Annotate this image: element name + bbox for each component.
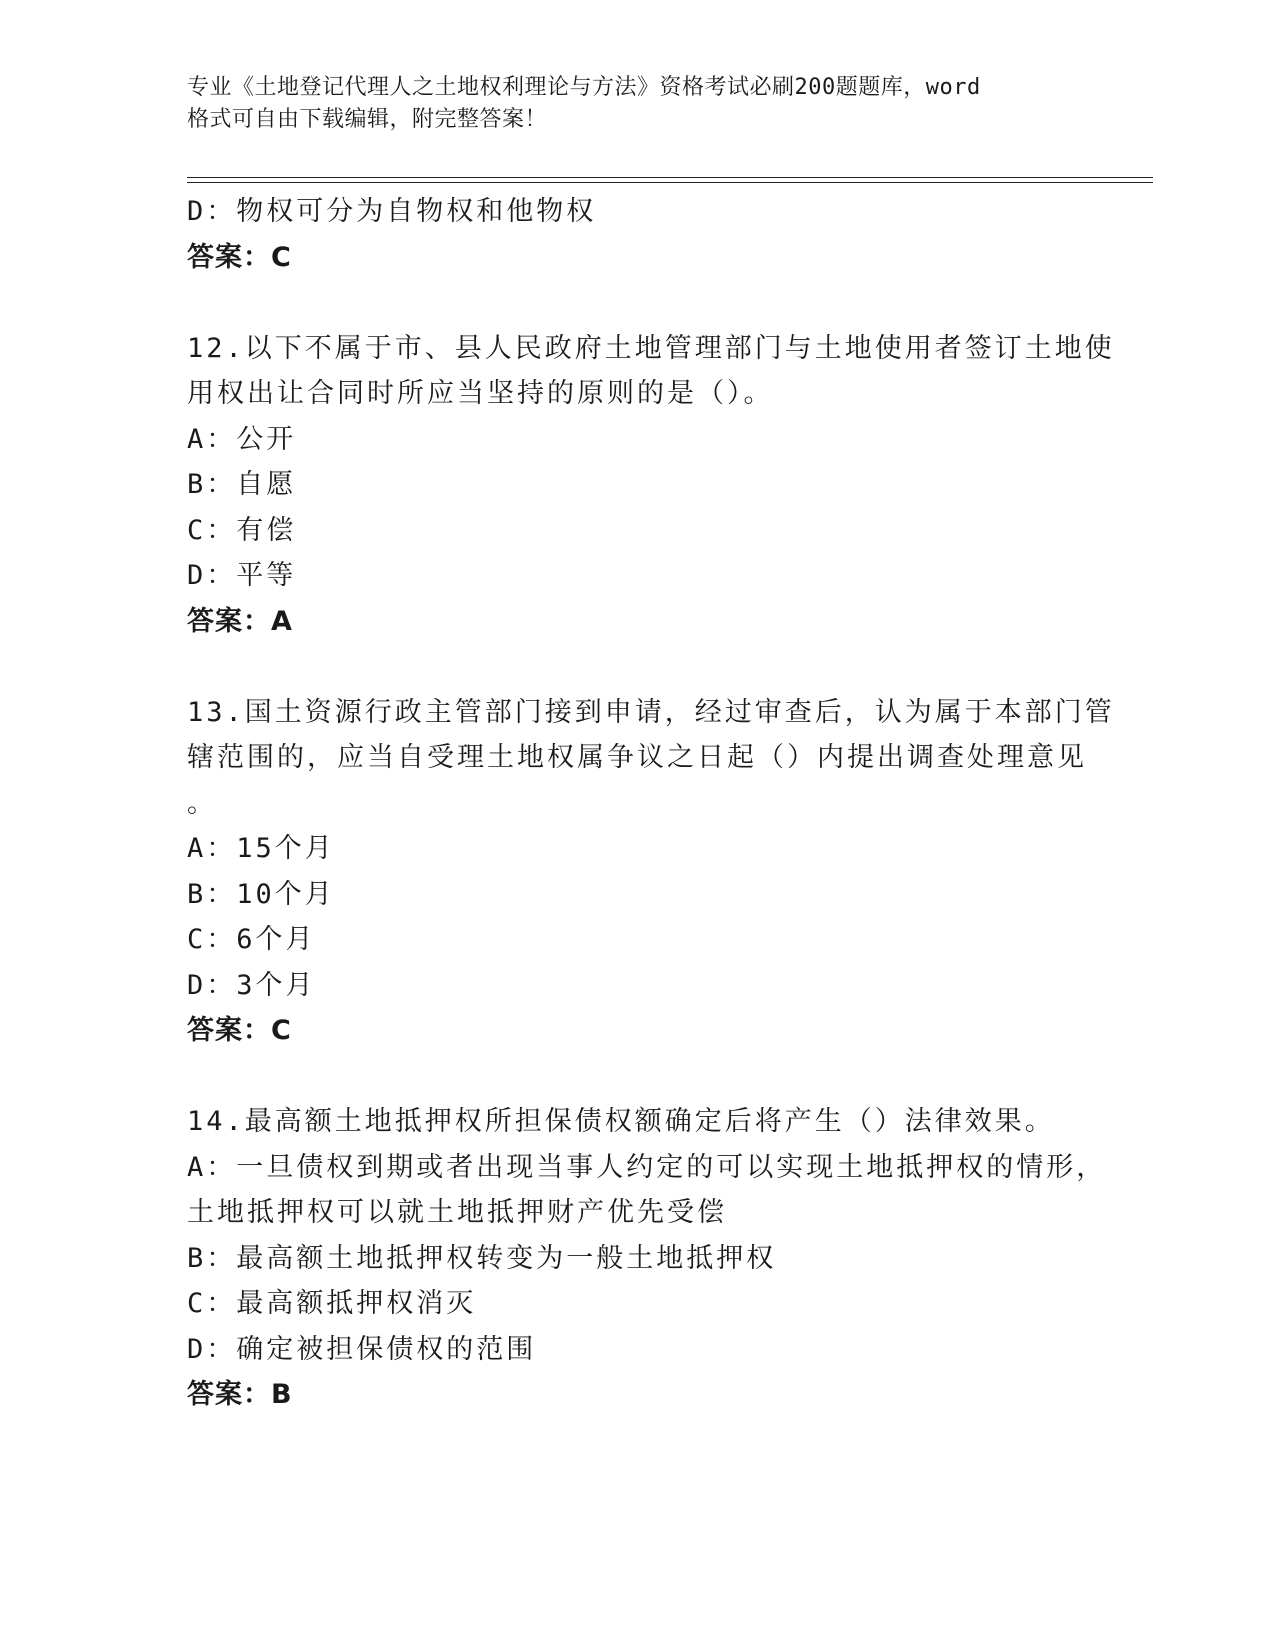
answer-line: 答案：C	[187, 1015, 292, 1046]
question-text: 用权出让合同时所应当坚持的原则的是（）。	[187, 378, 774, 409]
question-14	[187, 1099, 1107, 1418]
option-c: C：有偿	[187, 514, 297, 546]
option-b: B：最高额土地抵押权转变为一般土地抵押权	[187, 1242, 777, 1274]
option-c: C：6个月	[187, 924, 316, 955]
option-a: A：公开	[187, 423, 297, 455]
option-a-continued: 土地抵押权可以就土地抵押财产优先受偿	[187, 1197, 727, 1228]
header-divider-top	[187, 177, 1153, 178]
option-a: A：一旦债权到期或者出现当事人约定的可以实现土地抵押权的情形，	[187, 1151, 1107, 1183]
option-d: D：确定被担保债权的范围	[187, 1333, 537, 1365]
option-d: D：平等	[187, 560, 297, 591]
question-12	[187, 326, 1115, 645]
document-header	[187, 72, 1067, 136]
option-a: A：15个月	[187, 833, 335, 864]
answer-line: 答案：C	[187, 241, 292, 273]
question-text: 13.国土资源行政主管部门接到申请，经过审查后，认为属于本部门管	[187, 696, 1115, 728]
option-d: D：物权可分为自物权和他物权	[187, 196, 597, 227]
question-11-tail	[187, 189, 1087, 280]
question-list	[187, 189, 1115, 1418]
option-d: D：3个月	[187, 969, 316, 1001]
question-text: 辖范围的，应当自受理土地权属争议之日起（）内提出调查处理意见	[187, 742, 1087, 773]
question-text: 14.最高额土地抵押权所担保债权额确定后将产生（）法律效果。	[187, 1106, 1055, 1137]
header-line-2: 格式可自由下载编辑，附完整答案！	[187, 107, 548, 132]
question-text: 12.以下不属于市、县人民政府土地管理部门与土地使用者签订土地使	[187, 332, 1115, 364]
question-13	[187, 690, 1115, 1054]
header-divider-bottom	[187, 182, 1153, 183]
option-b: B：10个月	[187, 878, 335, 910]
answer-line: 答案：A	[187, 605, 293, 637]
header-line-1: 专业《土地登记代理人之土地权利理论与方法》资格考试必刷200题题库，word	[187, 75, 981, 100]
option-b: B：自愿	[187, 469, 297, 500]
option-c: C：最高额抵押权消灭	[187, 1288, 477, 1319]
question-text: 。	[187, 787, 217, 819]
answer-line: 答案：B	[187, 1379, 293, 1410]
